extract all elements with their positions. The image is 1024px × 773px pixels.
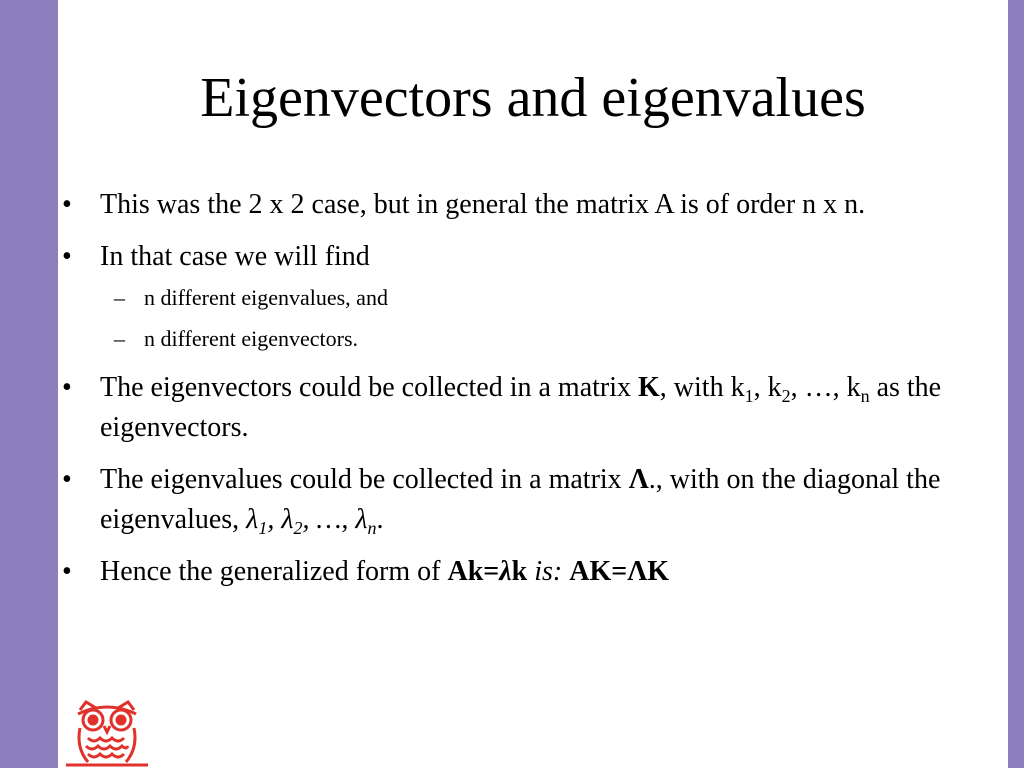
bullet-marker: • [62, 241, 72, 272]
bullet-item [58, 552, 963, 592]
bullet-item [58, 368, 963, 448]
right-decorative-band [1008, 0, 1024, 768]
matrix-k-symbol: K [638, 372, 660, 403]
sub-bullet-item [58, 283, 963, 313]
bullet-marker: • [62, 464, 72, 495]
sub-bullet-text: n different eigenvalues, and [144, 285, 388, 310]
bullet-marker: • [62, 189, 72, 220]
bullet-marker: • [62, 556, 72, 587]
bullet-text: The eigenvalues could be collected in a matrix Λ., with on the diagonal the eigenvalues, $\lambda_1$, $\lambda_2$, …, $\lambda_n$. [100, 464, 941, 538]
bullet-marker: • [62, 372, 72, 403]
left-decorative-band [0, 0, 58, 768]
slide-body [58, 185, 963, 604]
bullet-item [58, 237, 963, 277]
slide-title: Eigenvectors and eigenvalues [200, 67, 866, 129]
equation-ak-lambda-k: AK=ΛK [569, 556, 670, 587]
matrix-lambda-symbol: Λ [628, 464, 649, 495]
bullet-text: Hence the generalized form of Ak=λk is: AK=ΛK [100, 556, 670, 587]
sub-bullet-item [58, 324, 963, 354]
bullet-text: In that case we will find [100, 241, 370, 272]
sub-list [58, 283, 963, 354]
bullet-text: This was the 2 x 2 case, but in general the matrix A is of order n x n. [100, 189, 866, 220]
equation-ak: Ak=λk [447, 556, 528, 587]
bullet-text: The eigenvectors could be collected in a matrix K, with $k_1$, $k_2$, …, $k_n$ as the eigenvectors. [100, 372, 942, 443]
bullet-item [58, 185, 963, 225]
sub-bullet-marker: – [114, 326, 125, 351]
bullet-item [58, 460, 963, 540]
sub-bullet-marker: – [114, 285, 125, 310]
owl-logo-icon [66, 700, 148, 768]
sub-bullet-text: n different eigenvectors. [144, 326, 359, 351]
